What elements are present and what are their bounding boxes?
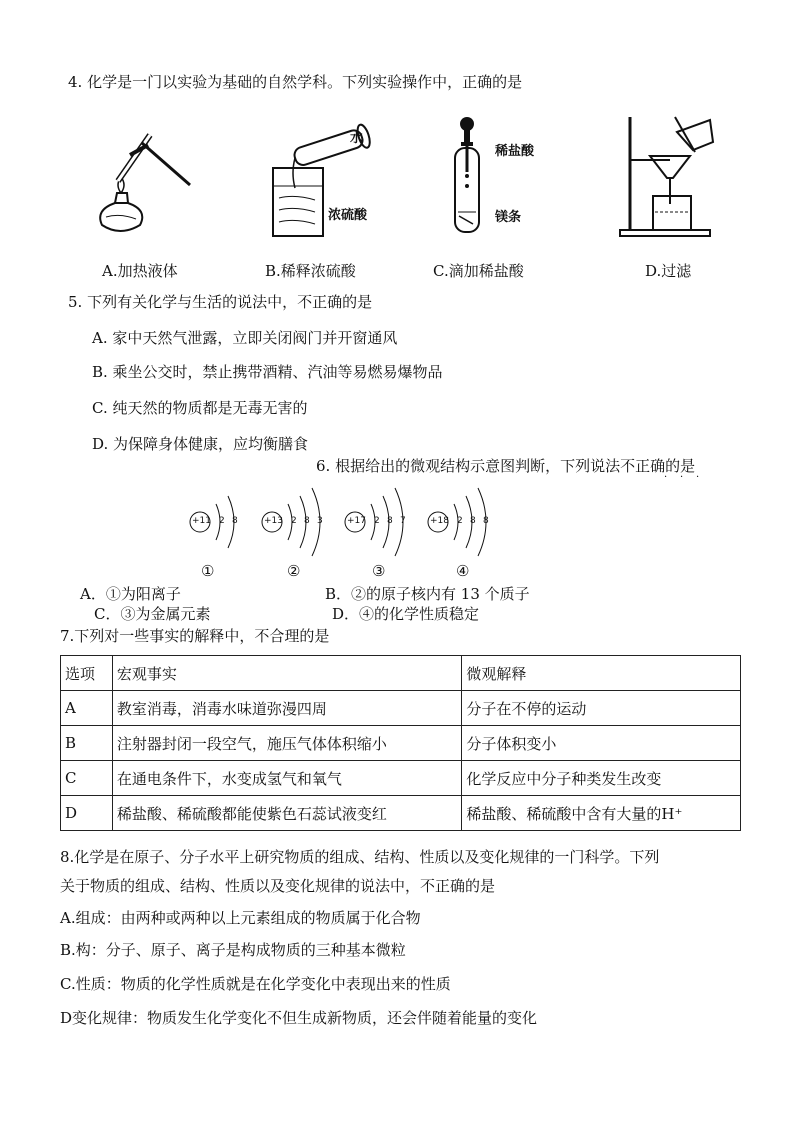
table-cell: 分子在不停的运动 [462, 691, 741, 726]
figure-filtration [615, 112, 715, 242]
atom1-shell1: 2 [219, 516, 225, 526]
q4-option-a: A.加热液体 [102, 262, 178, 280]
atom1-nucleus: +11 [192, 516, 211, 526]
table-cell: 在通电条件下，水变成氢气和氧气 [112, 761, 461, 796]
atom1-mark: ① [201, 562, 215, 580]
q5-option-b: B. 乘坐公交时，禁止携带酒精、汽油等易燃易爆物品 [92, 363, 443, 381]
table-row [61, 761, 741, 796]
q5-stem: 5. 下列有关化学与生活的说法中，不正确的是 [68, 293, 373, 311]
q6-option-c: C．③为金属元素 [94, 605, 211, 623]
q8-option-b: B.构：分子、原子、离子是构成物质的三种基本微粒 [60, 941, 406, 959]
table-header-cell: 选项 [61, 656, 113, 691]
table-cell: D [61, 796, 113, 831]
label-water: 水 [350, 131, 364, 146]
atom4-shell2: 8 [470, 516, 476, 526]
q8-stem-line2: 关于物质的组成、结构、性质以及变化规律的说法中，不正确的是 [60, 877, 496, 895]
label-conc-acid: 浓硫酸 [328, 208, 368, 223]
atom4-mark: ④ [456, 562, 470, 580]
table-cell: 注射器封闭一段空气，施压气体体积缩小 [112, 726, 461, 761]
atom2-shell2: 8 [304, 516, 310, 526]
atom1-shell2: 8 [232, 516, 238, 526]
q6-option-b: B．②的原子核内有 13 个质子 [325, 585, 530, 603]
atom3-nucleus: +17 [347, 516, 366, 526]
table-cell: B [61, 726, 113, 761]
table-cell: 稀盐酸、稀硫酸都能使紫色石蕊试液变红 [112, 796, 461, 831]
q7-table [60, 655, 741, 831]
table-header-cell: 微观解释 [462, 656, 741, 691]
atom3-shell1: 2 [374, 516, 380, 526]
table-header-cell: 宏观事实 [112, 656, 461, 691]
table-cell: 分子体积变小 [462, 726, 741, 761]
atom4-nucleus: +18 [430, 516, 449, 526]
emphasis-dot: · [680, 472, 684, 483]
atom2-shell3: 3 [317, 516, 323, 526]
atom2-shell1: 2 [291, 516, 297, 526]
q4-option-d: D.过滤 [645, 262, 692, 280]
q4-option-b: B.稀释浓硫酸 [265, 262, 356, 280]
atom2-mark: ② [287, 562, 301, 580]
q4-option-c: C.滴加稀盐酸 [433, 262, 524, 280]
q6-option-d: D．④的化学性质稳定 [332, 605, 480, 623]
q6-stem: 6. 根据给出的微观结构示意图判断，下列说法不正确的是 [316, 457, 696, 475]
atom4-shell1: 2 [457, 516, 463, 526]
table-cell: 稀盐酸、稀硫酸中含有大量的H⁺ [462, 796, 741, 831]
atom3-mark: ③ [372, 562, 386, 580]
table-row [61, 726, 741, 761]
emphasis-dot: · [696, 472, 700, 483]
table-cell: 教室消毒，消毒水味道弥漫四周 [112, 691, 461, 726]
q8-option-d: D变化规律：物质发生化学变化不但生成新物质，还会伴随着能量的变化 [60, 1009, 538, 1027]
q7-stem: 7.下列对一些事实的解释中，不合理的是 [60, 627, 330, 645]
q8-option-c: C.性质：物质的化学性质就是在化学变化中表现出来的性质 [60, 975, 451, 993]
figure-diluting-acid [265, 118, 395, 248]
q4-stem: 4. 化学是一门以实验为基础的自然学科。下列实验操作中，正确的是 [68, 73, 523, 91]
table-header-row [61, 656, 741, 691]
q6-option-a: A．①为阳离子 [80, 585, 181, 603]
table-cell: C [61, 761, 113, 796]
figure-heating-liquid [90, 115, 200, 245]
q5-option-d: D. 为保障身体健康，应均衡膳食 [92, 435, 309, 453]
table-cell: 化学反应中分子种类发生改变 [462, 761, 741, 796]
atom3-shell3: 7 [400, 516, 406, 526]
label-dilute-hcl: 稀盐酸 [495, 144, 535, 159]
table-cell: A [61, 691, 113, 726]
atom4-shell3: 8 [483, 516, 489, 526]
atom3-shell2: 8 [387, 516, 393, 526]
emphasis-dot: · [664, 472, 668, 483]
q5-option-a: A. 家中天然气泄露，立即关闭阀门并开窗通风 [92, 329, 398, 347]
q8-option-a: A.组成：由两种或两种以上元素组成的物质属于化合物 [60, 909, 421, 927]
table-row [61, 796, 741, 831]
atom2-nucleus: +13 [264, 516, 283, 526]
table-row [61, 691, 741, 726]
label-mg-strip: 镁条 [495, 210, 522, 225]
q5-option-c: C. 纯天然的物质都是无毒无害的 [92, 399, 308, 417]
q8-stem-line1: 8.化学是在原子、分子水平上研究物质的组成、结构、性质以及变化规律的一门科学。下列 [60, 848, 660, 866]
